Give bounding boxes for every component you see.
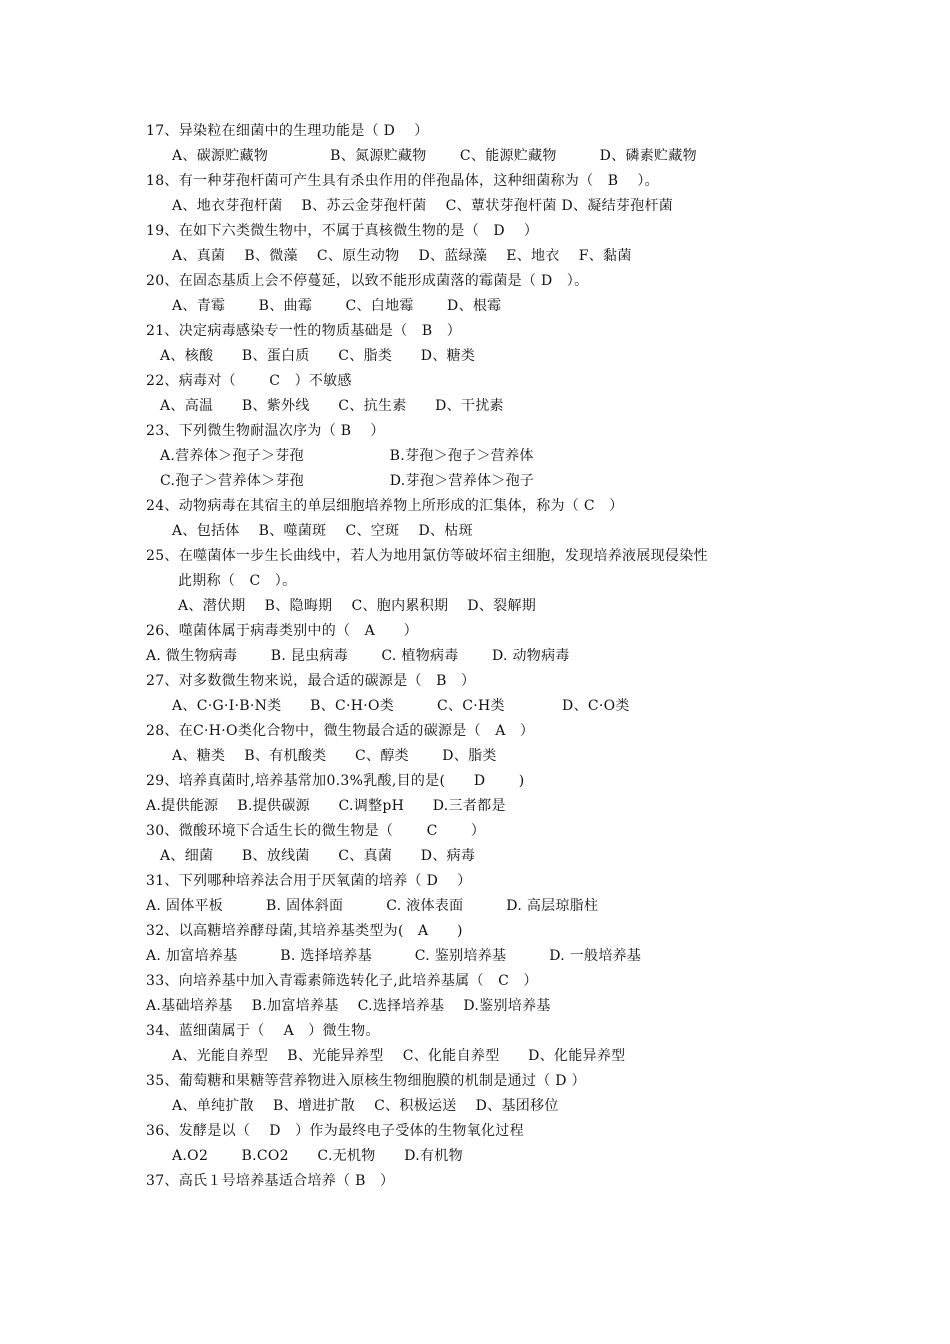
options-33: A.基础培养基 B.加富培养基 C.选择培养基 D.鉴别培养基: [146, 998, 551, 1014]
question-34: 34、蓝细菌属于（ A ）微生物。: [146, 1023, 380, 1039]
question-23: 23、下列微生物耐温次序为（ B ）: [146, 423, 385, 439]
options-23b: C.孢子＞营养体＞芽孢 D.芽孢＞营养体＞孢子: [160, 473, 535, 489]
question-25: 25、在噬菌体一步生长曲线中，若人为地用氯仿等破坏宿主细胞，发现培养液展现侵染性: [146, 548, 708, 564]
question-27: 27、对多数微生物来说，最合适的碳源是（ B ）: [146, 673, 476, 689]
options-30: A、细菌 B、放线菌 C、真菌 D、病毒: [160, 848, 476, 864]
options-36: A.O2 B.CO2 C.无机物 D.有机物: [172, 1148, 463, 1164]
question-28: 28、在C·H·O类化合物中，微生物最合适的碳源是（ A ）: [146, 723, 535, 739]
question-17: 17、异染粒在细菌中的生理功能是（ D ）: [146, 123, 429, 139]
question-33: 33、向培养基中加入青霉素筛选转化子,此培养基属（ C ）: [146, 973, 538, 989]
options-32: A. 加富培养基 B. 选择培养基 C. 鉴别培养基 D. 一般培养基: [146, 948, 642, 964]
question-25-cont: 此期称（ C ）。: [178, 573, 297, 589]
question-36: 36、发酵是以（ D ）作为最终电子受体的生物氧化过程: [146, 1123, 524, 1139]
options-28: A、糖类 B、有机酸类 C、醇类 D、脂类: [172, 748, 497, 764]
options-25: A、潜伏期 B、隐晦期 C、胞内累积期 D、裂解期: [178, 598, 537, 614]
question-22: 22、病毒对（ C ）不敏感: [146, 373, 352, 389]
options-31: A. 固体平板 B. 固体斜面 C. 液体表面 D. 高层琼脂柱: [146, 898, 599, 914]
question-35: 35、葡萄糖和果糖等营养物进入原核生物细胞膜的机制是通过（ D ）: [146, 1073, 586, 1089]
options-23a: A.营养体＞孢子＞芽孢 B.芽孢＞孢子＞营养体: [160, 448, 534, 464]
question-21: 21、决定病毒感染专一性的物质基础是（ B ）: [146, 323, 462, 339]
question-30: 30、微酸环境下合适生长的微生物是（ C ）: [146, 823, 486, 839]
options-29: A.提供能源 B.提供碳源 C.调整pH D.三者都是: [146, 798, 506, 814]
options-22: A、高温 B、紫外线 C、抗生素 D、干扰素: [160, 398, 504, 414]
options-27: A、C·G·I·B·N类 B、C·H·O类 C、C·H类 D、C·O类: [172, 698, 630, 714]
question-31: 31、下列哪种培养法合用于厌氧菌的培养（ D ）: [146, 873, 472, 889]
question-32: 32、以高糖培养酵母菌,其培养基类型为( A ): [146, 923, 463, 939]
question-19: 19、在如下六类微生物中，不属于真核微生物的是（ D ）: [146, 223, 539, 239]
options-26: A. 微生物病毒 B. 昆虫病毒 C. 植物病毒 D. 动物病毒: [146, 648, 570, 664]
options-21: A、核酸 B、蛋白质 C、脂类 D、糖类: [160, 348, 476, 364]
options-20: A、青霉 B、曲霉 C、白地霉 D、根霉: [172, 298, 502, 314]
options-34: A、光能自养型 B、光能异养型 C、化能自养型 D、化能异养型: [172, 1048, 626, 1064]
options-24: A、包括体 B、噬菌斑 C、空斑 D、枯斑: [172, 523, 473, 539]
question-24: 24、动物病毒在其宿主的单层细胞培养物上所形成的汇集体，称为（ C ）: [146, 498, 624, 514]
question-29: 29、培养真菌时,培养基常加0.3%乳酸,目的是( D ): [146, 773, 525, 789]
question-18: 18、有一种芽孢杆菌可产生具有杀虫作用的伴孢晶体，这种细菌称为（ B ）。: [146, 173, 659, 189]
options-19: A、真菌 B、微藻 C、原生动物 D、蓝绿藻 E、地衣 F、黏菌: [172, 248, 632, 264]
question-37: 37、高氏１号培养基适合培养（ B ）: [146, 1173, 395, 1189]
options-18: A、地衣芽孢杆菌 B、苏云金芽孢杆菌 C、蕈状芽孢杆菌 D、凝结芽孢杆菌: [172, 198, 674, 214]
options-35: A、单纯扩散 B、增进扩散 C、积极运送 D、基团移位: [172, 1098, 559, 1114]
question-26: 26、噬菌体属于病毒类别中的（ A ）: [146, 623, 418, 639]
question-20: 20、在固态基质上会不停蔓延，以致不能形成菌落的霉菌是（ D ）。: [146, 273, 589, 289]
options-17: A、碳源贮藏物 B、氮源贮藏物 C、能源贮藏物 D、磷素贮藏物: [172, 148, 697, 164]
